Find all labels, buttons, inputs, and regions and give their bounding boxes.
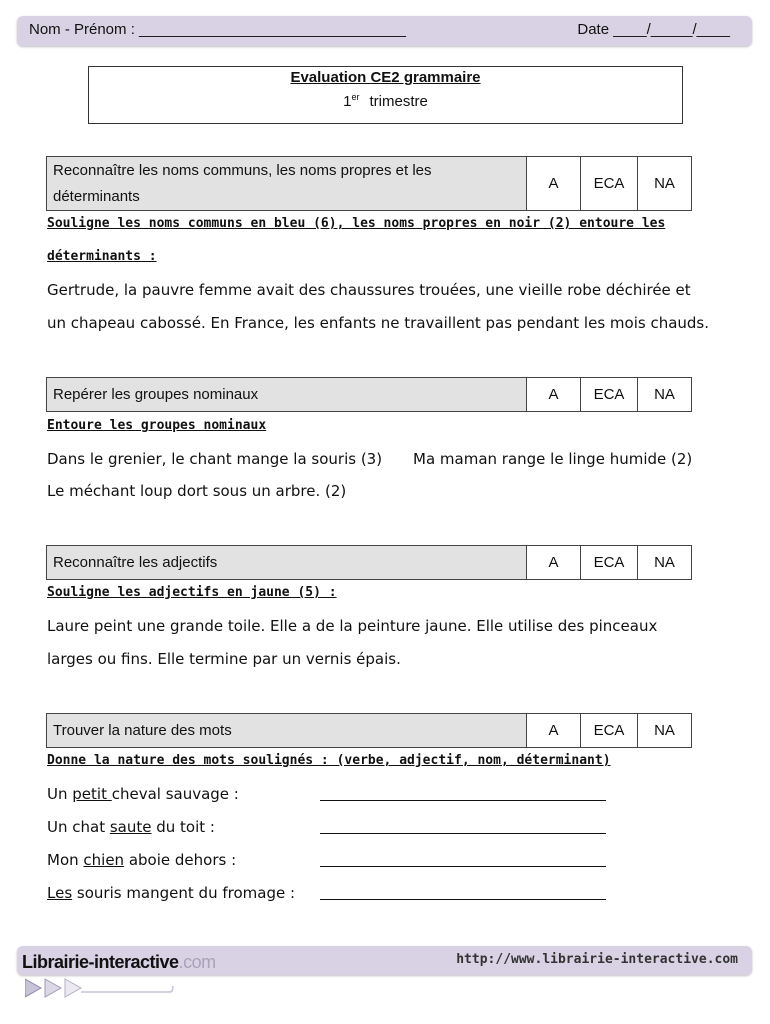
footer-url[interactable]: http://www.librairie-interactive.com [456, 952, 738, 967]
header-bar [17, 16, 752, 46]
instruction: Souligne les noms communs en bleu (6), les noms propres en noir (2) entoure les [47, 216, 666, 231]
item-sentence: Un chat saute du toit : [47, 818, 215, 836]
logo-arrows-icon [25, 978, 175, 1000]
skill-table-3 [46, 545, 692, 580]
instruction: Entoure les groupes nominaux [47, 418, 267, 433]
exercise-text: Laure peint une grande toile. Elle a de la peinture jaune. Elle utilise des pinceaux [47, 617, 658, 635]
skill-name: Reconnaître les adjectifs [47, 546, 527, 580]
exercise-text: Dans le grenier, le chant mange la souris (3) [47, 450, 383, 468]
grade-a: A [527, 378, 581, 412]
skill-table-2 [46, 377, 692, 412]
instruction: Souligne les adjectifs en jaune (5) : [47, 585, 337, 600]
skill-name: Reconnaître les noms communs, les noms propres et les déterminants [47, 157, 527, 211]
answer-line[interactable] [320, 899, 606, 900]
instruction: Donne la nature des mots soulignés : (verbe, adjectif, nom, déterminant) [47, 753, 611, 768]
instruction: déterminants : [47, 249, 157, 264]
grade-a: A [527, 157, 581, 211]
item-sentence: Un petit cheval sauvage : [47, 785, 239, 803]
trimester-line: 1er trimestre [343, 92, 428, 110]
page-title: Evaluation CE2 grammaire [290, 69, 481, 86]
grade-na: NA [638, 157, 692, 211]
grade-eca: ECA [581, 714, 638, 748]
skill-table-1 [46, 156, 692, 211]
skill-table-4 [46, 713, 692, 748]
grade-na: NA [638, 546, 692, 580]
answer-line[interactable] [320, 800, 606, 801]
grade-eca: ECA [581, 546, 638, 580]
grade-eca: ECA [581, 157, 638, 211]
grade-a: A [527, 714, 581, 748]
item-sentence: Les souris mangent du fromage : [47, 884, 296, 902]
grade-na: NA [638, 714, 692, 748]
name-field-label: Nom - Prénom : ________________________________ [29, 21, 406, 38]
exercise-text: un chapeau cabossé. En France, les enfants ne travaillent pas pendant les mois chauds. [47, 314, 709, 332]
title-box [88, 66, 683, 124]
answer-line[interactable] [320, 866, 606, 867]
exercise-text: larges ou fins. Elle termine par un vernis épais. [47, 650, 401, 668]
grade-na: NA [638, 378, 692, 412]
exercise-text: Le méchant loup dort sous un arbre. (2) [47, 482, 347, 500]
exercise-text: Gertrude, la pauvre femme avait des chaussures trouées, une vieille robe déchirée et [47, 281, 691, 299]
librairie-logo: Librairie-interactive.com [22, 952, 216, 972]
grade-a: A [527, 546, 581, 580]
date-field-label: Date ____/_____/____ [577, 21, 730, 38]
item-sentence: Mon chien aboie dehors : [47, 851, 237, 869]
skill-name: Trouver la nature des mots [47, 714, 527, 748]
answer-line[interactable] [320, 833, 606, 834]
skill-name: Repérer les groupes nominaux [47, 378, 527, 412]
exercise-text: Ma maman range le linge humide (2) [413, 450, 693, 468]
grade-eca: ECA [581, 378, 638, 412]
